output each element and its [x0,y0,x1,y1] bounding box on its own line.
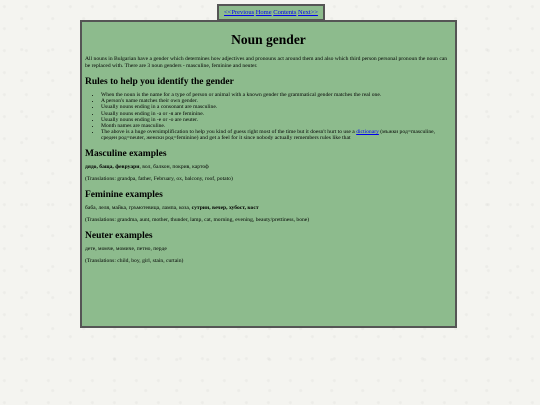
disclaimer-text-after: (мъжки род=masculine, среден род=neuter, женски род=feminine) and get a feel for it since nobody actually remembers rules like that [101,129,436,142]
rule-item: • Month names are masculine. [101,123,452,129]
intro-paragraph: All nouns in Bulgarian have a gender which determines how adjectives and pronouns act around them and also which third person personal pronoun the noun can be replaced with. There are 3 noun genders - masculine, feminine and neuter. [85,56,448,69]
rule-item: • Usually nouns ending in -а or -я are feminine. [101,111,452,117]
feminine-normal-words: баба, леля, майка, гръмотевица, лампа, коза, [85,204,192,211]
neuter-examples: дете, момче, момиче, петно, перде [85,245,167,252]
feminine-heading: Feminine examples [85,189,163,200]
content-panel [80,20,457,328]
feminine-bold-words: сутрин, вечер, хубост, кост [191,204,259,211]
masculine-heading: Masculine examples [85,148,167,159]
disclaimer-text-before: The above is a huge oversimplification to help you kind of guess right most of the time but it doesn't hurt to use a [101,129,355,136]
previous-link[interactable]: <<Previous [224,9,255,16]
masculine-translation: (Translations: grandpa, father, February, ox, balcony, roof, potato) [85,175,233,182]
dictionary-link[interactable]: dictionary [356,129,379,136]
nav-box [217,4,325,21]
rule-item-disclaimer [101,129,452,141]
home-link[interactable]: Home [255,9,272,16]
rule-item: • A person's name matches their own gender. [101,98,452,104]
rule-item: • Usually nouns ending in a consonant are masculine. [101,104,452,110]
neuter-translation: (Translations: child, boy, girl, stain, curtain) [85,257,184,264]
rule-item: • When the noun is the name for a type of person or animal with a known gender the grammatical gender matches the real one. [101,92,452,98]
rules-heading: Rules to help you identify the gender [85,77,234,87]
masculine-normal-words: , вол, балкон, покрив, картоф [139,163,209,170]
next-link[interactable]: Next>> [298,9,318,16]
rule-item: • Usually nouns ending in -е or -о are neuter. [101,117,452,123]
masculine-examples [85,164,452,171]
contents-link[interactable]: Contents [273,9,297,16]
feminine-examples [85,205,452,212]
page-title: Noun gender [231,32,306,47]
neuter-heading: Neuter examples [85,230,153,241]
masculine-bold-words: дядо, баща, февруари [85,163,140,170]
feminine-translation: (Translations: grandma, aunt, mother, thunder, lamp, cat, morning, evening, beauty/prettiness, bone) [85,216,310,223]
rules-list [85,92,452,142]
